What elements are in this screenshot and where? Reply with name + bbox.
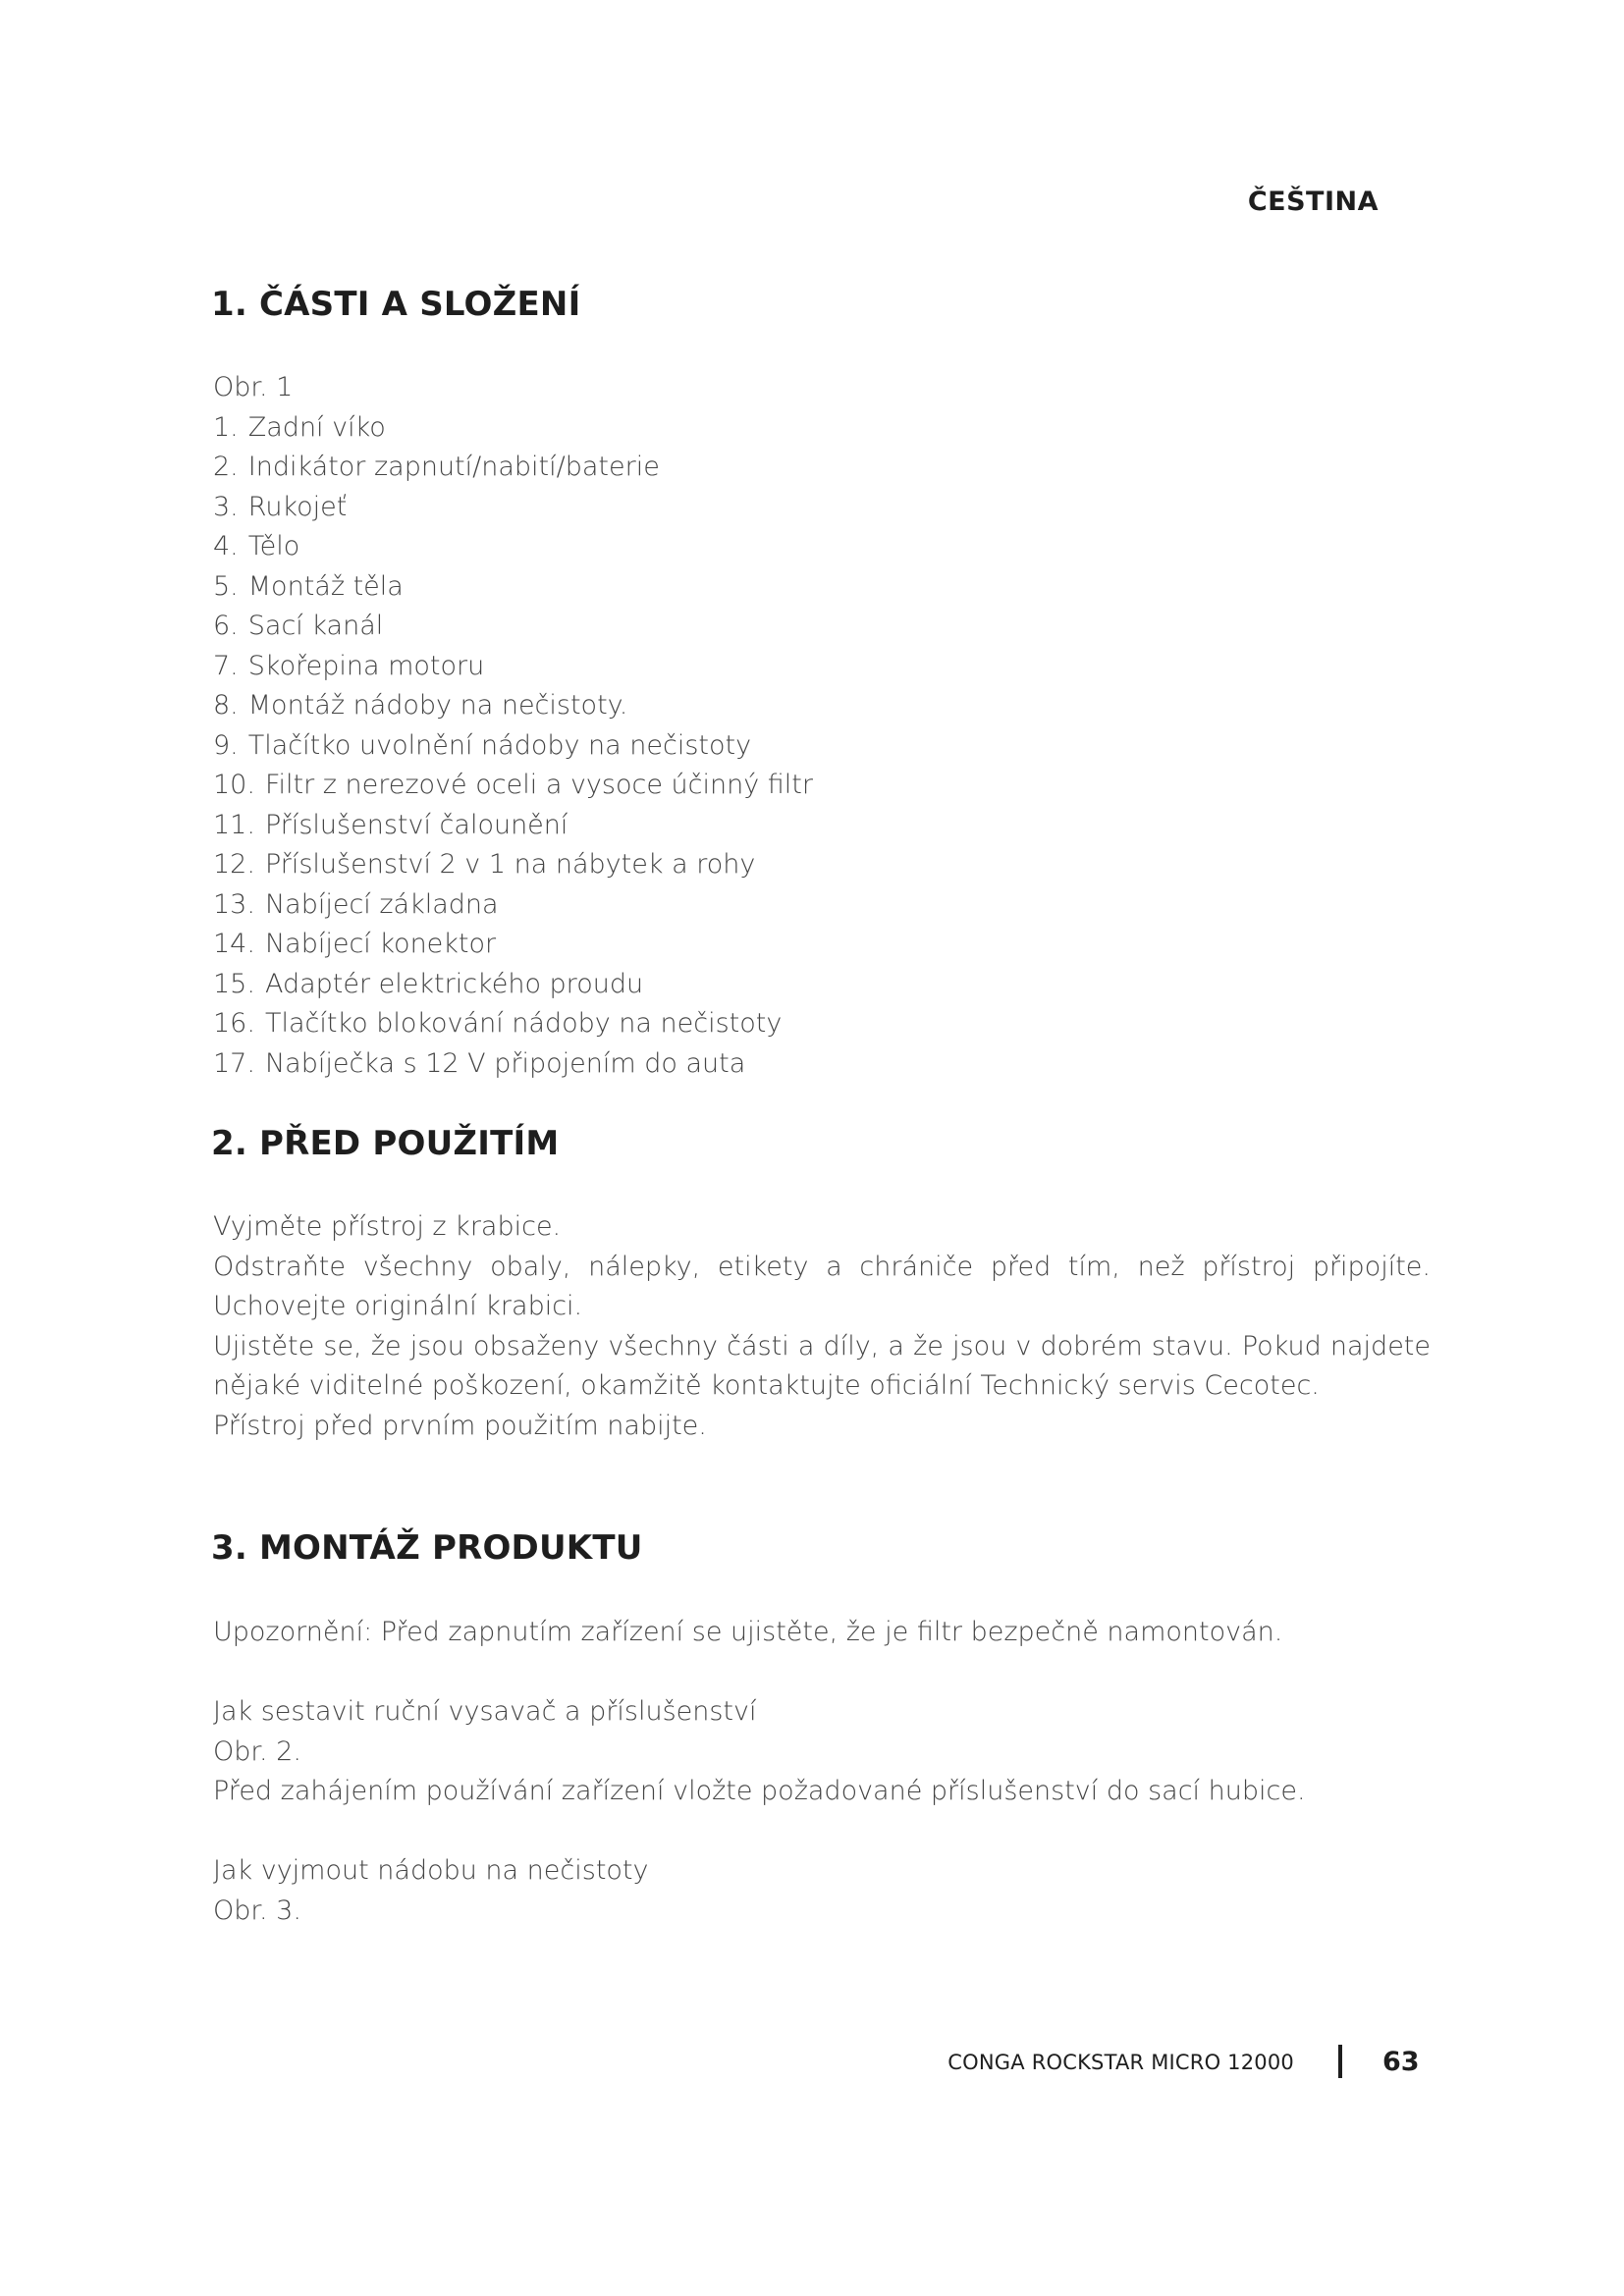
list-item-label: Skořepina motoru	[247, 650, 485, 681]
list-item	[213, 726, 1431, 767]
list-item-number: 12.	[213, 849, 255, 880]
list-item-label: Příslušenství 2 v 1 na nábytek a rohy	[264, 849, 756, 880]
list-item	[213, 1044, 1431, 1085]
list-item-label: Nabíjecí základna	[264, 888, 499, 920]
list-item-number: 10.	[213, 770, 255, 800]
list-item	[213, 408, 1431, 449]
list-item	[213, 845, 1431, 885]
list-item-number: 4.	[213, 531, 239, 561]
spacer	[213, 1653, 1431, 1693]
page-number: 63	[1382, 2047, 1420, 2077]
paragraph: Ujistěte se, že jsou obsaženy všechny části a díly, a že jsou v dobrém stavu. Pokud najdete nějaké viditelné poškození, okamžitě kontaktujte oficiální Technický servis Cecotec.	[213, 1330, 1431, 1401]
product-model: CONGA ROCKSTAR MICRO 12000	[947, 2051, 1294, 2074]
list-item	[213, 925, 1431, 965]
figure-ref-1: Obr. 1	[213, 372, 294, 402]
language-label: ČEŠTINA	[1247, 187, 1379, 217]
list-item-label: Adaptér elektrického proudu	[264, 968, 644, 999]
paragraph: Přístroj před prvním použitím nabijte.	[213, 1410, 707, 1441]
list-item-label: Nabíjecí konektor	[264, 929, 497, 959]
list-item	[213, 965, 1431, 1005]
list-item-label: Tělo	[247, 531, 300, 561]
list-item-number: 1.	[213, 411, 239, 443]
list-item-label: Rukojeť	[247, 491, 348, 522]
list-item	[213, 806, 1431, 846]
list-item-number: 3.	[213, 491, 239, 522]
before-use-block	[213, 1207, 1431, 1446]
list-item-number: 15.	[213, 968, 255, 999]
list-item-label: Indikátor zapnutí/nabití/baterie	[247, 452, 660, 482]
paragraph: Před zahájením používání zařízení vložte požadované příslušenství do sací hubice.	[213, 1776, 1306, 1806]
list-item-label: Tlačítko blokování nádoby na nečistoty	[264, 1008, 783, 1039]
paragraph: Vyjměte přístroj z krabice.	[213, 1211, 562, 1242]
list-item-label: Filtr z nerezové oceli a vysoce účinný filtr	[264, 770, 813, 800]
subsection-title: Jak sestavit ruční vysavač a příslušenství	[213, 1696, 757, 1727]
page-footer	[0, 2045, 1624, 2084]
list-item-label: Nabíječka s 12 V připojením do auta	[264, 1047, 746, 1079]
list-item	[213, 686, 1431, 726]
list-item-number: 7.	[213, 650, 239, 681]
list-item	[213, 766, 1431, 806]
list-item	[213, 885, 1431, 926]
list-item-number: 16.	[213, 1008, 255, 1039]
list-item	[213, 567, 1431, 608]
warning-text: Upozornění: Před zapnutím zařízení se ujistěte, že je filtr bezpečně namontován.	[213, 1617, 1283, 1647]
list-item-number: 13.	[213, 888, 255, 920]
list-item-label: Sací kanál	[247, 611, 384, 641]
list-item-number: 6.	[213, 611, 239, 641]
assembly-block	[213, 1613, 1431, 1931]
list-item	[213, 1004, 1431, 1044]
subsection-title: Jak vyjmout nádobu na nečistoty	[213, 1855, 649, 1886]
list-item	[213, 448, 1431, 488]
parts-list-block	[213, 368, 1431, 1084]
list-item-label: Montáž těla	[247, 570, 404, 602]
paragraph: Odstraňte všechny obaly, nálepky, etikety a chrániče před tím, než přístroj připojíte. Uchovejte originální krabici.	[213, 1251, 1431, 1321]
list-item	[213, 527, 1431, 567]
list-item	[213, 607, 1431, 647]
figure-ref-3: Obr. 3.	[213, 1895, 301, 1926]
list-item	[213, 647, 1431, 687]
section-3-title: 3. MONTÁŽ PRODUKTU	[211, 1528, 643, 1568]
list-item-number: 11.	[213, 809, 255, 840]
list-item	[213, 488, 1431, 528]
list-item-number: 8.	[213, 690, 239, 721]
parts-list	[213, 408, 1431, 1085]
list-item-number: 5.	[213, 570, 239, 602]
list-item-number: 2.	[213, 452, 239, 482]
list-item-label: Montáž nádoby na nečistoty.	[247, 690, 628, 721]
list-item-number: 14.	[213, 929, 255, 959]
spacer	[213, 1812, 1431, 1852]
section-1-title: 1. ČÁSTI A SLOŽENÍ	[211, 285, 581, 324]
list-item-label: Příslušenství čalounění	[264, 809, 568, 840]
figure-ref-2: Obr. 2.	[213, 1735, 301, 1767]
list-item-number: 9.	[213, 729, 239, 761]
section-2-title: 2. PŘED POUŽITÍM	[211, 1124, 560, 1163]
footer-divider	[1338, 2045, 1342, 2078]
list-item-label: Zadní víko	[247, 411, 386, 443]
list-item-number: 17.	[213, 1047, 255, 1079]
list-item-label: Tlačítko uvolnění nádoby na nečistoty	[247, 729, 752, 761]
